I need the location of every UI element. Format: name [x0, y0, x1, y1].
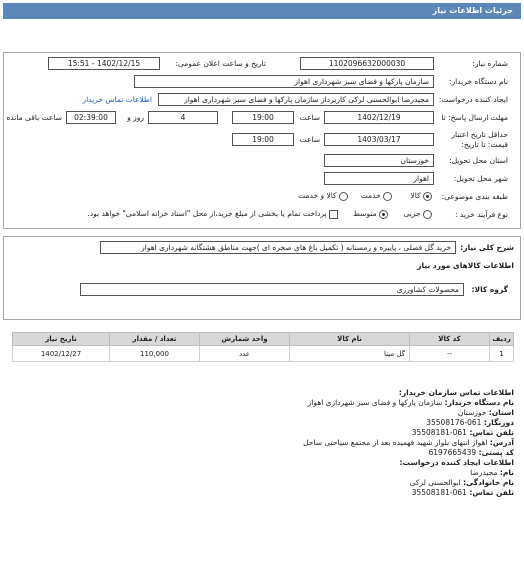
cell-date: 1402/12/27 [13, 346, 110, 362]
category-goods-label: کالا [410, 191, 421, 200]
need-number-label: شماره نیاز: [472, 59, 508, 68]
items-table-header [13, 333, 514, 346]
city-field: اهواز [324, 172, 434, 185]
cell-code: -- [410, 346, 490, 362]
col-qty: تعداد / مقدار [110, 333, 200, 346]
creator-title: اطلاعات ایجاد کننده درخواست: [399, 458, 514, 467]
category-option-service[interactable] [361, 191, 392, 201]
payment-checkbox[interactable] [329, 210, 338, 219]
table-row[interactable] [13, 346, 514, 362]
contact-fax-line [426, 418, 514, 427]
requester-field: مجیدرضا ابوالحسنی لرکی کاربرداز سازمان پارکها و فضای سبز شهرداری اهواز [158, 93, 434, 106]
remaining-time-field: 02:39:00 [66, 111, 116, 124]
contact-org-label: نام دستگاه خریدار: [444, 398, 514, 407]
creator-name-label: نام: [499, 468, 514, 477]
buyer-contact-link[interactable]: اطلاعات تماس خریدار [82, 95, 152, 104]
city-label: شهر محل تحویل: [453, 174, 508, 183]
announce-field: 1402/12/15 - 15:51 [48, 57, 160, 70]
reply-deadline-label: مهلت ارسال پاسخ: تا [441, 113, 508, 122]
reply-time-field: 19:00 [232, 111, 294, 124]
contact-address-line [303, 438, 514, 447]
process-minor-label: جزیی [403, 209, 421, 218]
process-option-medium[interactable] [353, 209, 388, 219]
contact-phone-label: تلفن تماس: [469, 428, 514, 437]
contact-province-value: خوزستان [457, 408, 487, 417]
radio-goods-service[interactable] [339, 192, 348, 201]
creator-phone-value: 061-35508181 [411, 488, 467, 497]
category-both-label: کالا و خدمت [298, 191, 337, 200]
goods-group-label: گروه کالا: [471, 285, 508, 294]
cell-qty: 110,000 [110, 346, 200, 362]
creator-phone-line [412, 488, 514, 497]
announce-label: تاریخ و ساعت اعلان عمومی: [175, 59, 266, 68]
province-label: استان محل تحویل: [449, 156, 508, 165]
days-label: روز و [127, 113, 144, 122]
province-field: خوزستان [324, 154, 434, 167]
creator-lastname-label: نام خانوادگی: [463, 478, 514, 487]
items-table [12, 332, 514, 362]
remaining-label: ساعت باقی مانده [6, 113, 62, 122]
contact-fax-value: 061-35508176 [426, 418, 482, 427]
creator-name-line [470, 468, 514, 477]
creator-name-value: مجیدرضا [470, 468, 498, 477]
cell-row: 1 [490, 346, 514, 362]
category-option-both[interactable] [298, 191, 348, 201]
contact-postal-value: 6197665439 [428, 448, 477, 457]
contact-phone-value: 061-35508181 [411, 428, 467, 437]
contact-postal-line [428, 448, 514, 457]
goods-group-field: محصولات کشاورزی [80, 283, 464, 296]
payment-note: پرداخت تمام یا بخشی از مبلغ خرید،از محل "اسناد خزانه اسلامی" خواهد بود. [87, 209, 327, 218]
validity-label-1: حداقل تاریخ اعتبار [451, 130, 508, 139]
contact-address-label: آدرس: [489, 438, 514, 447]
need-info-panel [3, 52, 521, 229]
col-row: ردیف [490, 333, 514, 346]
need-number-field: 1102096632000030 [300, 57, 434, 70]
description-panel [3, 236, 521, 320]
radio-minor[interactable] [423, 210, 432, 219]
process-medium-label: متوسط [353, 209, 377, 218]
description-field: خرید گل فصلی ، پاییزه و زمستانه ( تکمیل باغ های صخره ای )جهت مناطق هشتگانه شهرداری اهواز [100, 241, 456, 254]
cell-name: گل مینا [290, 346, 410, 362]
goods-info-title: اطلاعات کالاهای مورد نیاز [417, 261, 514, 270]
radio-goods[interactable] [423, 192, 432, 201]
contact-fax-label: دورنگار: [483, 418, 514, 427]
contact-title: اطلاعات تماس سازمان خریدار: [398, 388, 514, 397]
col-name: نام کالا [290, 333, 410, 346]
col-unit: واحد شمارش [200, 333, 290, 346]
process-label: نوع فرآیند خرید : [454, 210, 508, 219]
validity-date-field: 1403/03/17 [324, 133, 434, 146]
creator-lastname-value: ابوالحسنی لرکی [409, 478, 461, 487]
contact-phone-line [412, 428, 514, 437]
buyer-org-label: نام دستگاه خریدار: [448, 77, 508, 86]
description-label: شرح کلی نیاز: [460, 243, 514, 252]
buyer-org-field: سازمان پارکها و فضای سبز شهرداری اهواز [134, 75, 434, 88]
validity-time-field: 19:00 [232, 133, 294, 146]
reply-date-field: 1402/12/19 [324, 111, 434, 124]
reply-time-label: ساعت [299, 113, 320, 122]
process-option-minor[interactable] [403, 209, 432, 219]
validity-label-2: قیمت: تا تاریخ: [461, 140, 508, 149]
page-title: جزئیات اطلاعات نیاز [432, 6, 513, 15]
contact-province-line [458, 408, 514, 417]
category-service-label: خدمت [360, 191, 381, 200]
contact-org-value: سازمان پارکها و فضای سبز شهرداری اهواز [307, 398, 443, 407]
payment-option[interactable] [87, 209, 338, 219]
requester-label: ایجاد کننده درخواست: [438, 95, 508, 104]
cell-unit: عدد [200, 346, 290, 362]
category-label: طبقه بندی موضوعی: [441, 192, 508, 201]
creator-lastname-line [410, 478, 514, 487]
col-code: کد کالا [410, 333, 490, 346]
contact-province-label: استان: [488, 408, 514, 417]
radio-service[interactable] [383, 192, 392, 201]
page-title-bar [3, 3, 521, 19]
contact-org-line [308, 398, 514, 407]
col-date: تاریخ نیاز [13, 333, 110, 346]
validity-time-label: ساعت [299, 135, 320, 144]
radio-medium[interactable] [379, 210, 388, 219]
contact-postal-label: کد پستی: [478, 448, 514, 457]
creator-phone-label: تلفن تماس: [469, 488, 514, 497]
contact-address-value: اهواز انتهای بلوار شهید فهمیده بعد از مجتمع سیاحتی ساحل [303, 438, 488, 447]
days-field: 4 [148, 111, 218, 124]
category-option-goods[interactable] [410, 191, 432, 201]
